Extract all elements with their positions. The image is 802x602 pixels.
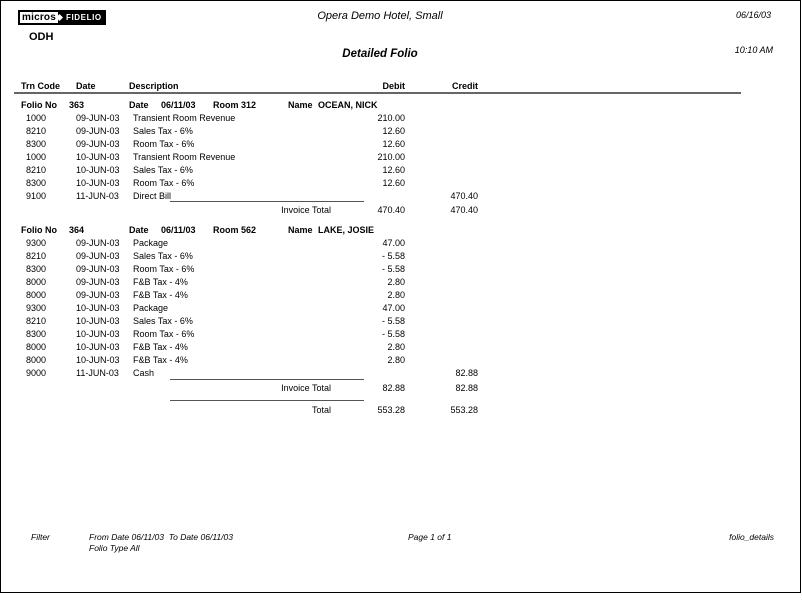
micros-wordmark: micros: [18, 10, 60, 25]
date-cell: 10-JUN-03: [76, 152, 120, 162]
transaction-row: [1, 355, 800, 368]
transaction-row: [1, 264, 800, 277]
description-cell: Room Tax - 6%: [133, 264, 195, 274]
trn-code-cell: 8210: [26, 316, 47, 326]
transaction-row: [1, 329, 800, 342]
trn-code-cell: 1000: [26, 152, 47, 162]
folio-header-row: [1, 225, 800, 238]
column-header-description: Description: [129, 81, 179, 91]
description-cell: Room Tax - 6%: [133, 329, 195, 339]
folio-room-value: 312: [241, 100, 257, 110]
invoice-total-credit: 82.88: [455, 383, 478, 393]
trn-code-cell: 9300: [26, 238, 47, 248]
report-file-name: folio_details: [729, 532, 774, 542]
folio-room-label: Room: [213, 225, 239, 235]
trn-code-cell: 8000: [26, 290, 47, 300]
date-cell: 09-JUN-03: [76, 290, 120, 300]
trn-code-cell: 8300: [26, 139, 47, 149]
invoice-total-debit: 82.88: [382, 383, 405, 393]
description-cell: Room Tax - 6%: [133, 139, 195, 149]
debit-cell: - 5.58: [381, 316, 405, 326]
filter-date-range: From Date 06/11/03 To Date 06/11/03: [89, 532, 233, 542]
debit-cell: 12.60: [382, 139, 405, 149]
date-cell: 10-JUN-03: [76, 178, 120, 188]
date-cell: 10-JUN-03: [76, 303, 120, 313]
transaction-row: [1, 152, 800, 165]
grand-total-debit: 553.28: [377, 405, 405, 415]
description-cell: Package: [133, 303, 169, 313]
date-cell: 09-JUN-03: [76, 277, 120, 287]
debit-cell: 2.80: [387, 342, 405, 352]
description-cell: F&B Tax - 4%: [133, 342, 188, 352]
grand-total-label: Total: [311, 405, 331, 415]
transaction-row: [1, 238, 800, 251]
folio-name-value: OCEAN, NICK: [318, 100, 378, 110]
debit-cell: 210.00: [377, 113, 405, 123]
debit-cell: 47.00: [382, 303, 405, 313]
trn-code-cell: 8210: [26, 165, 47, 175]
debit-cell: 12.60: [382, 165, 405, 175]
description-cell: Sales Tax - 6%: [133, 316, 193, 326]
description-cell: Direct Bill: [133, 191, 172, 201]
description-cell: Room Tax - 6%: [133, 178, 195, 188]
folio-date-value: 06/11/03: [161, 225, 196, 235]
date-cell: 09-JUN-03: [76, 139, 120, 149]
folio-no-value: 364: [69, 225, 85, 235]
fidelio-text: FIDELIO: [66, 13, 102, 22]
trn-code-cell: 8000: [26, 342, 47, 352]
description-cell: Sales Tax - 6%: [133, 251, 193, 261]
invoice-total-label: Invoice Total: [281, 383, 331, 393]
filter-folio-type: Folio Type All: [89, 543, 140, 553]
folio-header-row: [1, 100, 800, 113]
folio-room-value: 562: [241, 225, 257, 235]
hotel-name: Opera Demo Hotel, Small: [317, 10, 443, 22]
credit-cell: 470.40: [450, 191, 478, 201]
folio-no-label: Folio No: [21, 225, 57, 235]
folio-date-value: 06/11/03: [161, 100, 196, 110]
invoice-total-row: [1, 205, 800, 218]
description-cell: Sales Tax - 6%: [133, 126, 193, 136]
date-cell: 09-JUN-03: [76, 113, 120, 123]
folio-name-label: Name: [288, 225, 313, 235]
description-cell: Sales Tax - 6%: [133, 165, 193, 175]
date-cell: 10-JUN-03: [76, 329, 120, 339]
report-title: Detailed Folio: [342, 48, 418, 60]
trn-code-cell: 8300: [26, 264, 47, 274]
transaction-row: [1, 139, 800, 152]
transaction-row: [1, 316, 800, 329]
grand-total-credit: 553.28: [450, 405, 478, 415]
trn-code-cell: 1000: [26, 113, 47, 123]
description-cell: F&B Tax - 4%: [133, 277, 188, 287]
description-cell: Transient Room Revenue: [133, 152, 236, 162]
trn-code-cell: 8000: [26, 277, 47, 287]
column-header-credit: Credit: [451, 81, 478, 91]
debit-cell: - 5.58: [381, 264, 405, 274]
folio-no-value: 363: [69, 100, 85, 110]
invoice-total-debit: 470.40: [377, 205, 405, 215]
report-date: 06/16/03: [735, 10, 771, 20]
column-header-date: Date: [76, 81, 96, 91]
transaction-row: [1, 178, 800, 191]
header-divider: [14, 92, 741, 94]
trn-code-cell: 8300: [26, 329, 47, 339]
grand-total-divider: [170, 400, 364, 401]
folio-name-label: Name: [288, 100, 313, 110]
invoice-total-label: Invoice Total: [281, 205, 331, 215]
folio-room-label: Room: [213, 100, 239, 110]
description-cell: F&B Tax - 4%: [133, 290, 188, 300]
transaction-row: [1, 277, 800, 290]
date-cell: 10-JUN-03: [76, 316, 120, 326]
date-cell: 10-JUN-03: [76, 165, 120, 175]
transaction-row: [1, 368, 800, 381]
column-header-trn-code: Trn Code: [21, 81, 61, 91]
date-cell: 09-JUN-03: [76, 251, 120, 261]
invoice-total-credit: 470.40: [450, 205, 478, 215]
trn-code-cell: 8210: [26, 126, 47, 136]
transaction-row: [1, 113, 800, 126]
debit-cell: 12.60: [382, 178, 405, 188]
description-cell: Transient Room Revenue: [133, 113, 236, 123]
invoice-total-divider: [170, 379, 364, 380]
date-cell: 11-JUN-03: [76, 191, 119, 201]
date-cell: 09-JUN-03: [76, 264, 120, 274]
report-time: 10:10 AM: [734, 45, 773, 55]
credit-cell: 82.88: [455, 368, 478, 378]
date-cell: 10-JUN-03: [76, 342, 120, 352]
debit-cell: 210.00: [377, 152, 405, 162]
debit-cell: 12.60: [382, 126, 405, 136]
trn-code-cell: 9100: [26, 191, 47, 201]
transaction-row: [1, 165, 800, 178]
date-cell: 11-JUN-03: [76, 368, 119, 378]
debit-cell: 2.80: [387, 277, 405, 287]
folio-date-label: Date: [129, 100, 149, 110]
debit-cell: - 5.58: [381, 329, 405, 339]
trn-code-cell: 8300: [26, 178, 47, 188]
transaction-row: [1, 303, 800, 316]
description-cell: F&B Tax - 4%: [133, 355, 188, 365]
invoice-total-divider: [170, 201, 364, 202]
trn-code-cell: 8210: [26, 251, 47, 261]
trn-code-cell: 9300: [26, 303, 47, 313]
folio-date-label: Date: [129, 225, 149, 235]
transaction-row: [1, 126, 800, 139]
folio-no-label: Folio No: [21, 100, 57, 110]
transaction-row: [1, 290, 800, 303]
transaction-row: [1, 342, 800, 355]
page-number: Page 1 of 1: [408, 532, 452, 542]
property-code: ODH: [29, 31, 54, 43]
description-cell: Package: [133, 238, 169, 248]
trn-code-cell: 9000: [26, 368, 47, 378]
description-cell: Cash: [133, 368, 155, 378]
column-header-debit: Debit: [382, 81, 405, 91]
transaction-row: [1, 251, 800, 264]
date-cell: 09-JUN-03: [76, 238, 120, 248]
transaction-row: [1, 191, 800, 204]
invoice-total-row: [1, 383, 800, 396]
filter-label: Filter: [31, 532, 50, 542]
folio-name-value: LAKE, JOSIE: [318, 225, 375, 235]
debit-cell: 2.80: [387, 355, 405, 365]
date-cell: 09-JUN-03: [76, 126, 120, 136]
grand-total-row: [1, 405, 800, 418]
debit-cell: 2.80: [387, 290, 405, 300]
debit-cell: 47.00: [382, 238, 405, 248]
date-cell: 10-JUN-03: [76, 355, 120, 365]
debit-cell: - 5.58: [381, 251, 405, 261]
trn-code-cell: 8000: [26, 355, 47, 365]
